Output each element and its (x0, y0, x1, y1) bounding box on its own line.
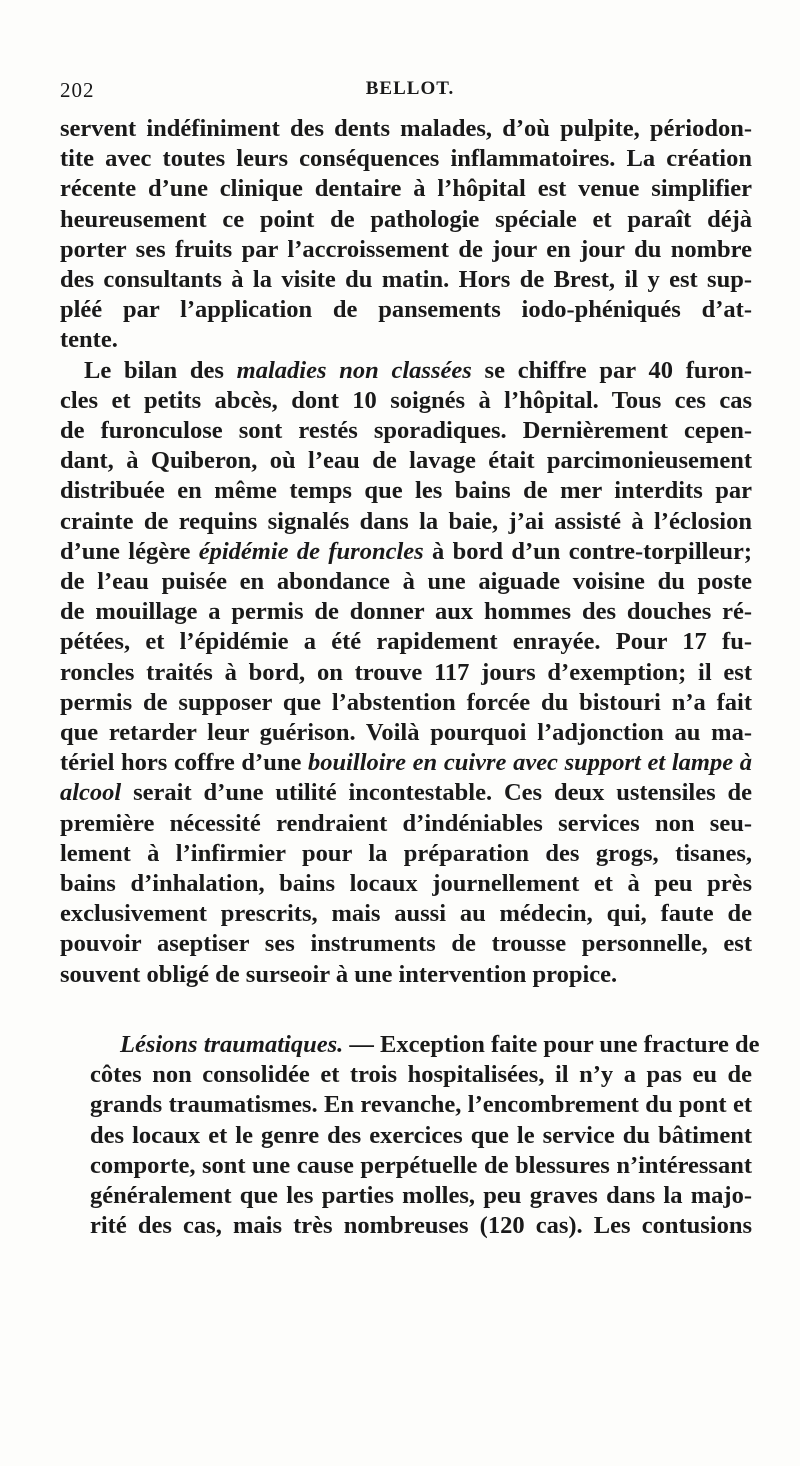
text-line: dant, à Quiberon, où l’eau de lavage était parcimonieusement (60, 447, 752, 475)
italic-phrase: bouilloire en cuivre avec support et lampe à (307, 749, 752, 777)
text-line: heureusement ce point de pathologie spéciale et paraît déjà (60, 205, 752, 233)
text-line: bains d’inhalation, bains locaux journellement et à peu près (60, 870, 752, 898)
body-text (60, 114, 760, 1241)
paragraph-dental (60, 114, 752, 356)
text-line: Le bilan des maladies non classées se chiffre par 40 furon- (84, 356, 752, 384)
text-line: rité des cas, mais très nombreuses (120 cas). Les contusions (90, 1212, 752, 1240)
italic-phrase: Lésions traumatiques. (120, 1030, 344, 1058)
page-number: 202 (60, 78, 95, 102)
text-line: comporte, sont une cause perpétuelle de blessures n’intéressant (90, 1151, 752, 1179)
text-line: tente. (60, 326, 118, 354)
text-line: de mouillage a permis de donner aux hommes des douches ré- (60, 598, 752, 626)
text-line: des consultants à la visite du matin. Hors de Brest, il y est sup- (60, 266, 752, 294)
italic-phrase: alcool (60, 779, 122, 807)
text-line: récente d’une clinique dentaire à l’hôpital est venue simplifier (60, 175, 752, 203)
italic-phrase: épidémie de furoncles (198, 537, 424, 565)
text-line: alcool serait d’une utilité incontestable. Ces deux ustensiles de (60, 779, 752, 807)
text-line: crainte de requins signalés dans la baie, j’ai assisté à l’éclosion (60, 507, 752, 535)
running-title: BELLOT. (365, 78, 455, 99)
page-header (60, 78, 760, 108)
text-line: pouvoir aseptiser ses instruments de trousse personnelle, est (60, 930, 752, 958)
text-line: pléé par l’application de pansements iodo-phéniqués d’at- (60, 296, 752, 324)
text-line: roncles traités à bord, on trouve 117 jours d’exemption; il est (60, 658, 752, 686)
text-line: que retarder leur guérison. Voilà pourquoi l’adjonction au ma- (60, 719, 752, 747)
text-line: Lésions traumatiques. — Exception faite pour une fracture de (120, 1030, 760, 1058)
text-line: permis de supposer que l’abstention forcée du bistouri n’a fait (60, 688, 752, 716)
text-line: grands traumatismes. En revanche, l’encombrement du pont et (90, 1091, 752, 1119)
text-line: première nécessité rendraient d’indéniables services non seu- (60, 809, 752, 837)
text-line: servent indéfiniment des dents malades, d’où pulpite, périodon- (60, 115, 752, 142)
text-line: généralement que les parties molles, peu graves dans la majo- (90, 1181, 752, 1209)
text-line: souvent obligé de surseoir à une intervention propice. (60, 960, 618, 988)
paragraph-traumatic-lesions (60, 1030, 760, 1241)
text-line: exclusivement prescrits, mais aussi au médecin, qui, faute de (60, 900, 752, 928)
text-line: cles et petits abcès, dont 10 soignés à l’hôpital. Tous ces cas (60, 386, 752, 414)
text-line: de l’eau puisée en abondance à une aiguade voisine du poste (60, 568, 752, 596)
text-line: des locaux et le genre des exercices que le service du bâtiment (90, 1121, 752, 1149)
text-line: côtes non consolidée et trois hospitalisées, il n’y a pas eu de (90, 1061, 752, 1089)
text-line: pétées, et l’épidémie a été rapidement enrayée. Pour 17 fu- (60, 628, 752, 656)
text-line: lement à l’infirmier pour la préparation des grogs, tisanes, (60, 839, 752, 867)
paragraph-furuncles (60, 356, 752, 990)
text-line: distribuée en même temps que les bains de mer interdits par (60, 477, 752, 505)
text-line: tériel hors coffre d’une bouilloire en cuivre avec support et lampe à (60, 749, 752, 777)
text-line: de furonculose sont restés sporadiques. Dernièrement cepen- (60, 417, 752, 445)
italic-phrase: maladies non classées (236, 356, 472, 384)
text-line: d’une légère épidémie de furoncles à bord d’un contre-torpilleur; (60, 537, 752, 565)
text-line: porter ses fruits par l’accroissement de jour en jour du nombre (60, 235, 752, 263)
text-line: tite avec toutes leurs conséquences inflammatoires. La création (60, 145, 752, 173)
